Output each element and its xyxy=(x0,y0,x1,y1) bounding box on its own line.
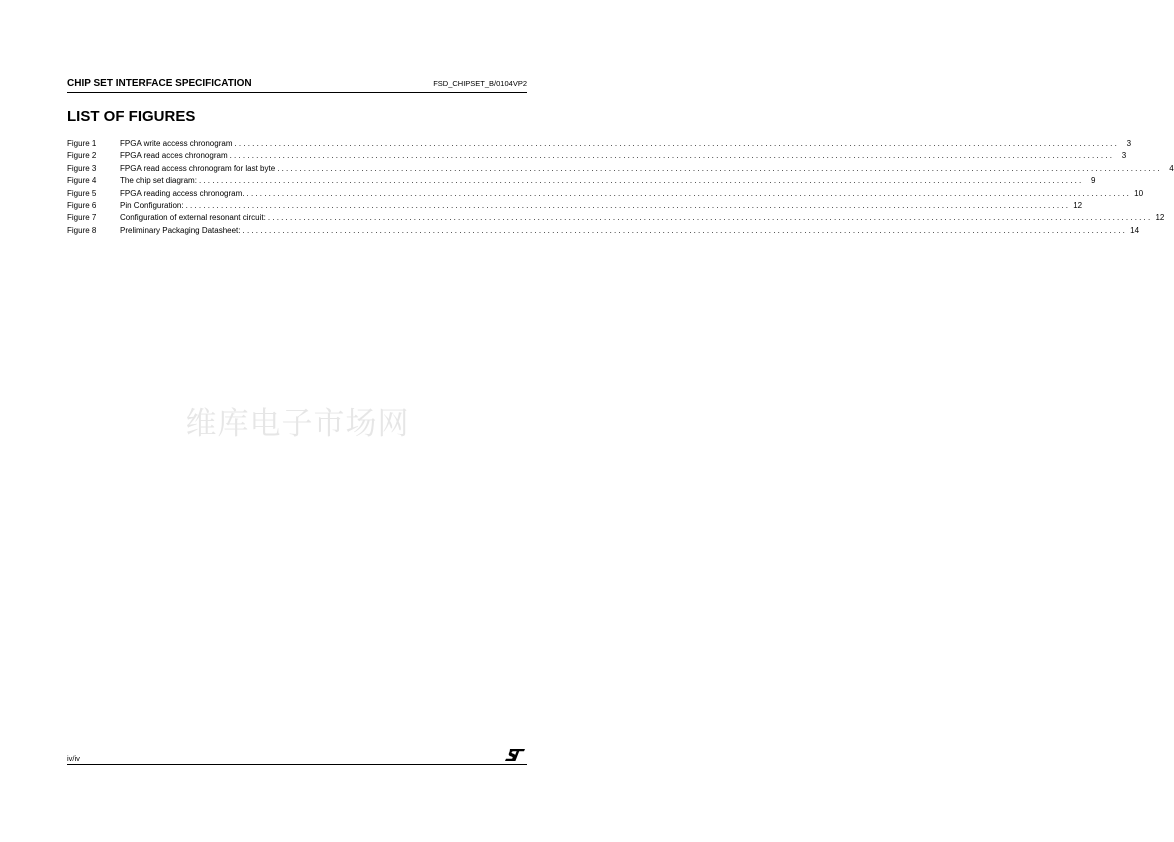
figure-label: Figure 7 xyxy=(67,213,97,223)
figure-entry[interactable] xyxy=(67,163,1174,175)
figure-title: The chip set diagram: xyxy=(120,176,197,186)
dot-leader: ........................................................................................................................................................................................................ xyxy=(242,225,1128,235)
figure-label: Figure 3 xyxy=(67,163,97,173)
figure-label: Figure 6 xyxy=(67,200,97,210)
page-header xyxy=(67,78,527,93)
figure-title: Pin Configuration: xyxy=(120,200,184,210)
figure-entry[interactable] xyxy=(67,188,1144,200)
figure-entry[interactable] xyxy=(67,175,1096,187)
document-title: CHIP SET INTERFACE SPECIFICATION xyxy=(67,78,252,89)
figure-label: Figure 8 xyxy=(67,225,97,235)
dot-leader: ........................................................................................................................................................................................................ xyxy=(234,139,1120,148)
figure-page: 9 xyxy=(1091,176,1096,186)
dot-leader: ........................................................................................................................................................................................................ xyxy=(185,200,1071,210)
dot-leader: ........................................................................................................................................................................................................ xyxy=(277,163,1162,173)
figure-title: Configuration of external resonant circuit: xyxy=(120,213,266,223)
watermark: 维库电子市场网 xyxy=(185,406,410,442)
figure-entry[interactable] xyxy=(67,150,1127,162)
figure-label: Figure 4 xyxy=(67,176,97,186)
figure-entry[interactable] xyxy=(67,200,1083,212)
figure-label: Figure 2 xyxy=(67,151,97,161)
dot-leader: ........................................................................................................................................................................................................ xyxy=(229,151,1115,161)
figure-page: 10 xyxy=(1134,188,1144,198)
dot-leader: ........................................................................................................................................................................................................ xyxy=(246,188,1132,198)
figure-title: FPGA read acces chronogram xyxy=(120,151,228,161)
figure-title: FPGA reading access chronogram. xyxy=(120,188,245,198)
figure-entry[interactable] xyxy=(67,138,1132,150)
st-logo-icon xyxy=(505,748,525,762)
figure-page: 12 xyxy=(1073,200,1083,210)
figure-page: 14 xyxy=(1130,225,1140,235)
figure-entry[interactable] xyxy=(67,212,1165,224)
figure-page: 12 xyxy=(1155,213,1165,223)
figure-page: 3 xyxy=(1121,151,1127,161)
dot-leader: ........................................................................................................................................................................................................ xyxy=(267,213,1153,223)
list-of-figures-heading: LIST OF FIGURES xyxy=(67,108,196,125)
figure-title: Preliminary Packaging Datasheet: xyxy=(120,225,241,235)
figure-label: Figure 5 xyxy=(67,188,97,198)
figure-label: Figure 1 xyxy=(67,139,97,148)
page-number: iv/iv xyxy=(67,754,80,763)
figure-page: 4 xyxy=(1169,163,1174,173)
figure-list xyxy=(67,138,1174,237)
figure-entry[interactable] xyxy=(67,225,1140,237)
dot-leader: ........................................................................................................................................................................................................ xyxy=(198,176,1084,186)
figure-title: FPGA read access chronogram for last byte xyxy=(120,163,276,173)
figure-page: 3 xyxy=(1126,139,1132,148)
document-reference: FSD_CHIPSET_B/0104VP2 xyxy=(433,79,527,88)
figure-title: FPGA write access chronogram xyxy=(120,139,233,148)
page-footer xyxy=(67,748,527,765)
